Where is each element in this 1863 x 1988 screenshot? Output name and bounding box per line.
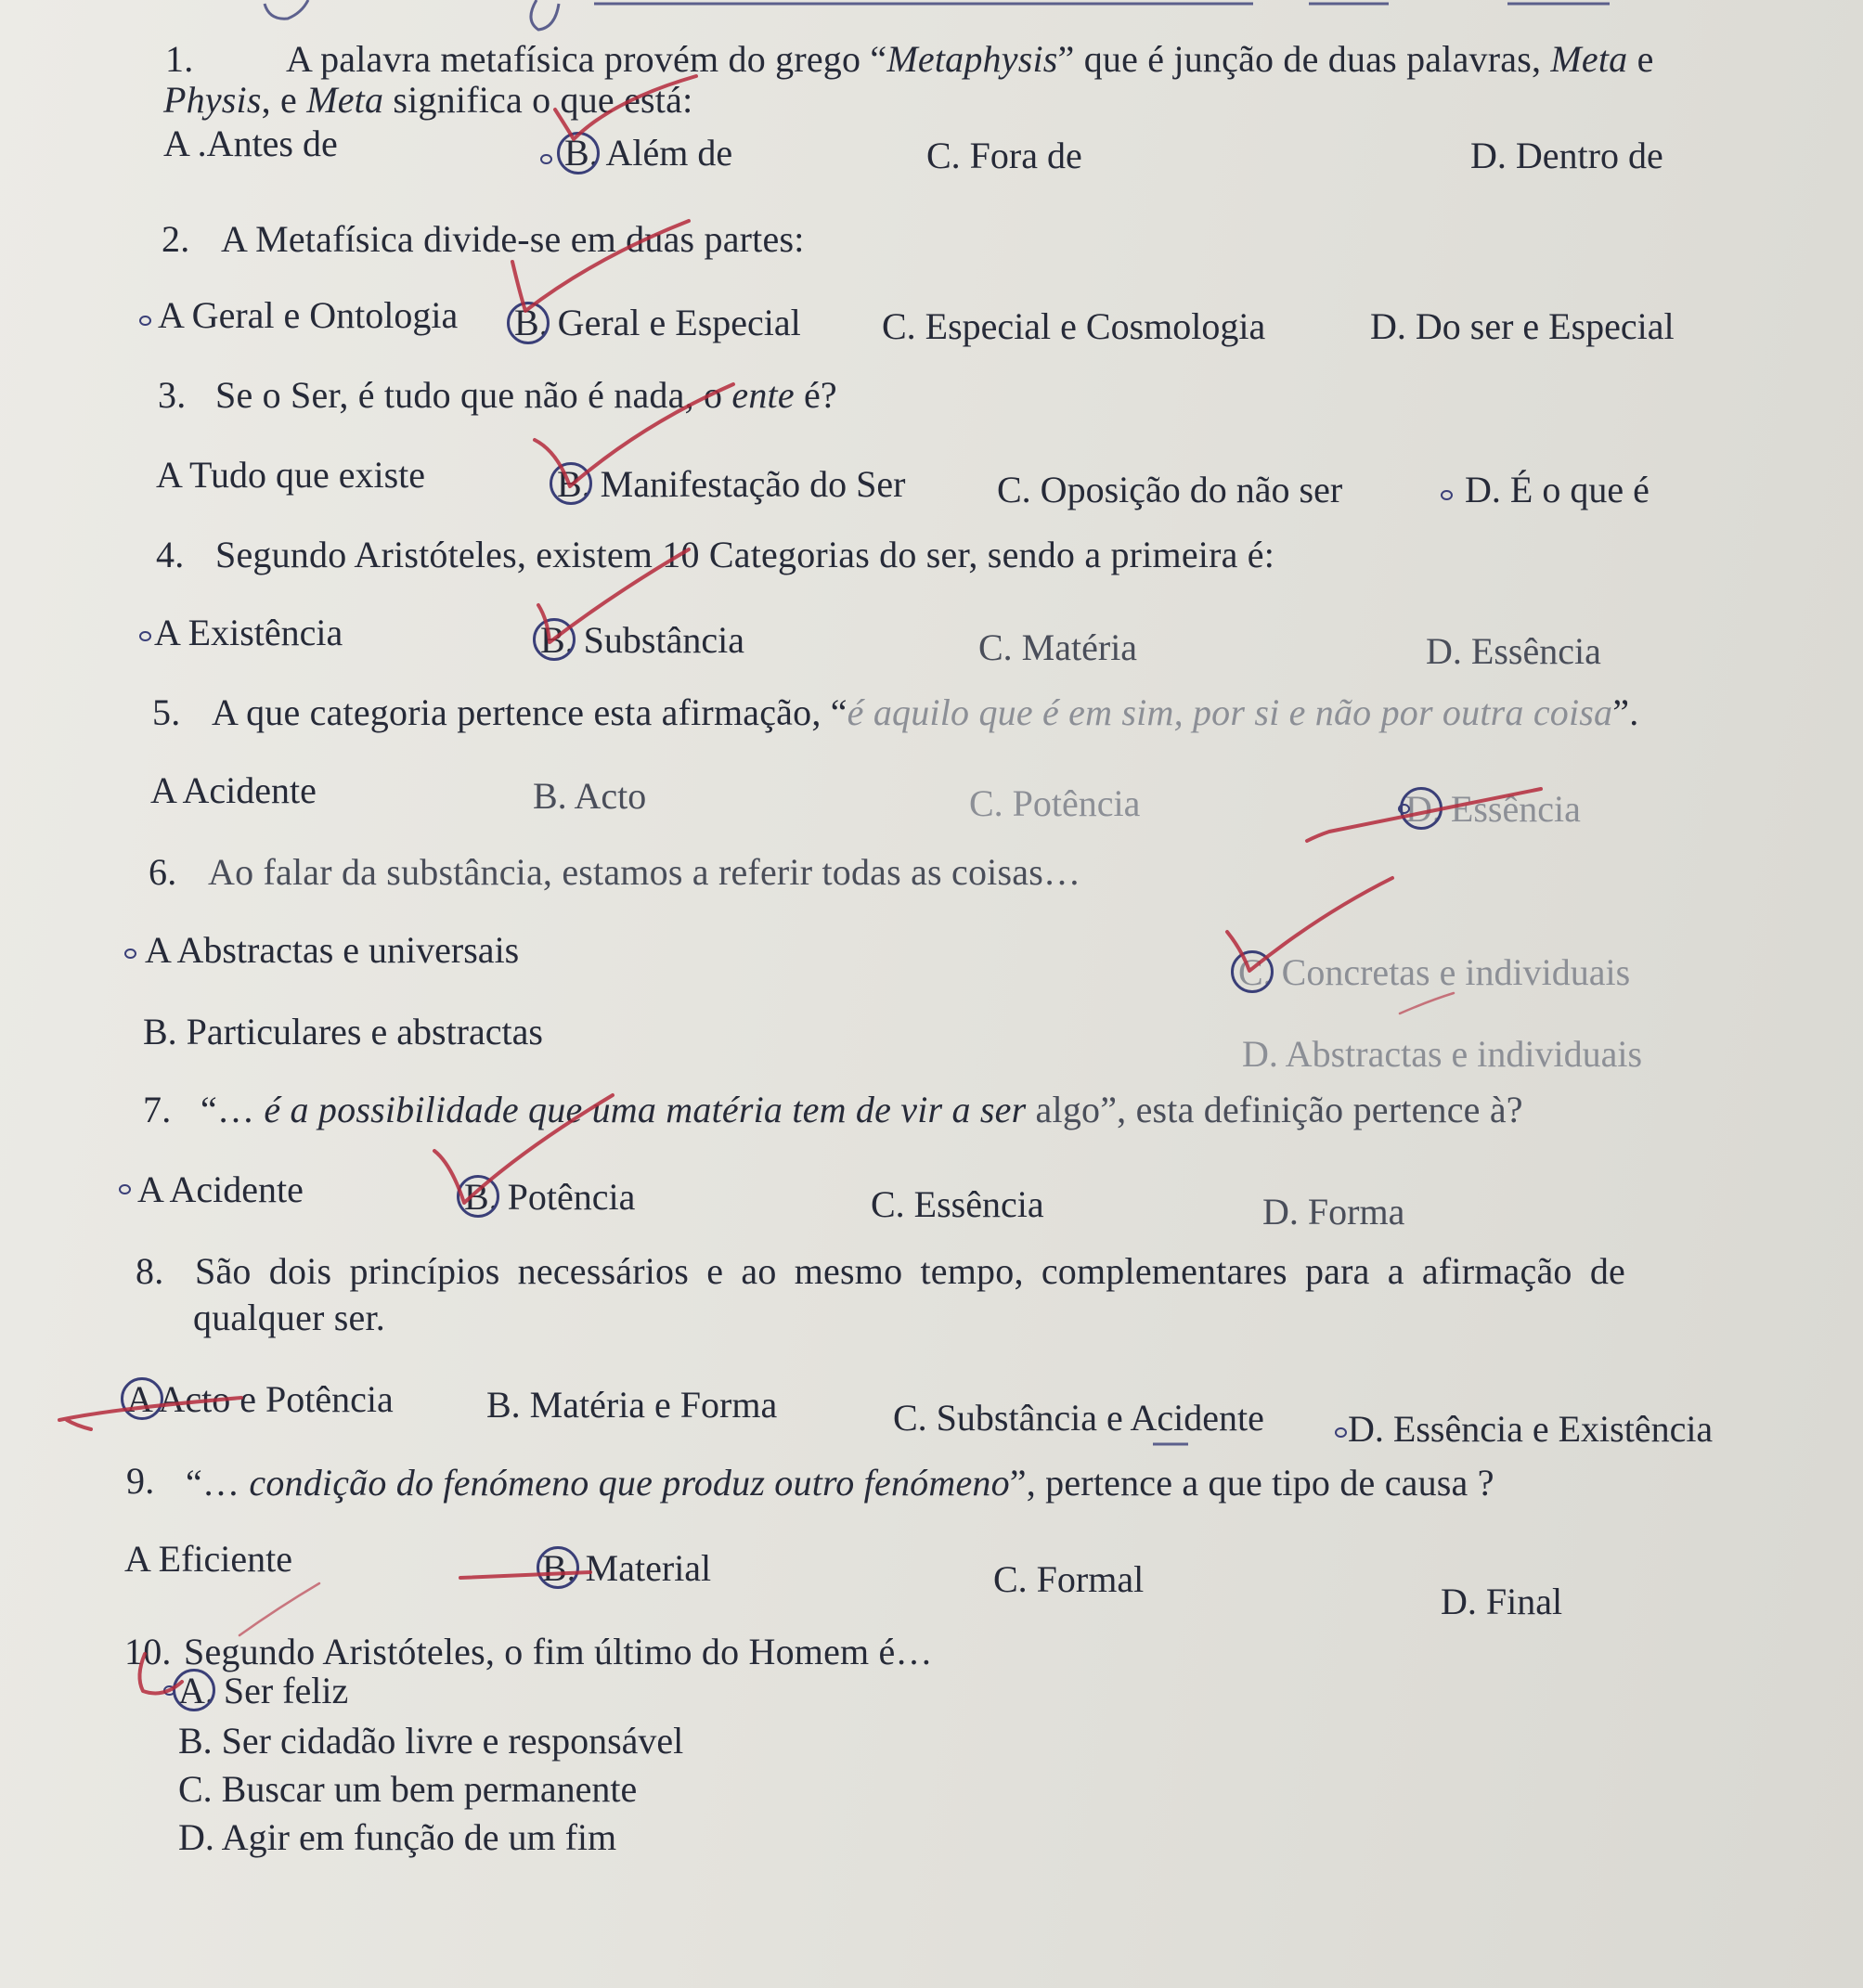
question-3-number: 3. [158,374,187,416]
question-6-option-c[interactable]: C. Concretas e individuais [1238,951,1631,993]
question-1-option-a[interactable]: A .Antes de [163,123,338,164]
question-5-stem: A que categoria pertence esta afirmação, “é aquilo que é em sim, por si e não por outra coisa”. [212,691,1639,733]
check-mark-q1 [555,76,696,139]
question-3-option-b[interactable]: B. Manifestação do Ser [557,463,906,505]
question-1-number: 1. [165,38,194,80]
question-9-number: 9. [126,1460,155,1502]
question-2-number: 2. [162,218,190,260]
question-10-number: 10. [124,1631,172,1672]
question-4-option-b[interactable]: B. Substância [540,619,744,661]
question-10-option-c[interactable]: C. Buscar um bem permanente [178,1768,638,1810]
strike-mark-q8 [59,1398,241,1429]
question-8-stem-line1: São dois princípios necessários e ao mesmo tempo, complementares para a afirmação de [195,1250,1625,1292]
question-10-stem: Segundo Aristóteles, o fim último do Homem é… [184,1631,933,1672]
question-2-stem: A Metafísica divide-se em duas partes: [221,218,805,260]
question-8-stem-line2: qualquer ser. [193,1297,385,1338]
question-5-option-b[interactable]: B. Acto [533,775,647,817]
question-8-option-b[interactable]: B. Matéria e Forma [486,1384,778,1426]
question-1-stem-line1: A palavra metafísica provém do grego “Metaphysis” que é junção de duas palavras, Meta e [286,38,1654,80]
question-6-option-d[interactable]: D. Abstractas e individuais [1242,1033,1643,1075]
question-5-option-d[interactable]: D. Essência [1405,788,1581,830]
check-mark-q4 [538,549,689,642]
check-mark-q6 [1227,878,1392,971]
check-mark-q3 [535,384,733,486]
question-5-option-a[interactable]: A Acidente [150,769,317,811]
top-scribble-mark [531,0,559,30]
check-mark-q2 [512,221,689,311]
question-2-option-d[interactable]: D. Do ser e Especial [1370,305,1675,347]
check-mark-q10-upper [239,1583,319,1635]
question-2-option-b[interactable]: B. Geral e Especial [514,302,801,343]
strike-mark-q5 [1307,789,1541,841]
question-1-option-b[interactable]: B. Além de [564,132,733,174]
question-4-option-d[interactable]: D. Essência [1426,630,1601,672]
question-8-option-c[interactable]: C. Substância e Acidente [893,1397,1264,1439]
question-10-option-a[interactable]: A. Ser feliz [178,1670,349,1711]
question-9-stem: “… condição do fenómeno que produz outro fenómeno”, pertence a que tipo de causa ? [186,1462,1494,1504]
question-2-option-c[interactable]: C. Especial e Cosmologia [882,305,1266,347]
question-3-option-a[interactable]: A Tudo que existe [156,454,426,496]
underline-mark-q6 [1400,993,1454,1013]
question-2-option-a[interactable]: A Geral e Ontologia [158,294,459,336]
question-3-option-c[interactable]: C. Oposição do não ser [997,469,1343,510]
question-7-option-d[interactable]: D. Forma [1262,1191,1405,1233]
top-scribble-mark [265,0,308,19]
question-10-option-b[interactable]: B. Ser cidadão livre e responsável [178,1720,684,1762]
question-8-number: 8. [136,1250,164,1292]
question-7-option-b[interactable]: B. Potência [464,1176,636,1218]
question-4-option-c[interactable]: C. Matéria [978,626,1138,668]
question-10-option-d[interactable]: D. Agir em função de um fim [178,1816,617,1858]
question-1-option-c[interactable]: C. Fora de [926,135,1082,176]
question-4-stem: Segundo Aristóteles, existem 10 Categorias do ser, sendo a primeira é: [215,534,1275,575]
question-6-number: 6. [149,851,177,893]
question-9-option-c[interactable]: C. Formal [993,1558,1145,1600]
question-9-option-d[interactable]: D. Final [1441,1581,1563,1622]
question-3-stem: Se o Ser, é tudo que não é nada, o ente é? [215,374,837,416]
question-6-option-a[interactable]: A Abstractas e universais [145,929,520,971]
question-7-stem: “… é a possibilidade que uma matéria tem de vir a ser algo”, esta definição pertence à? [201,1089,1523,1130]
question-9-option-b[interactable]: B. Material [542,1547,712,1589]
question-8-option-d[interactable]: D. Essência e Existência [1348,1408,1714,1450]
question-5-option-c[interactable]: C. Potência [969,782,1141,824]
question-7-option-a[interactable]: A Acidente [137,1168,304,1210]
strike-mark-q9 [460,1572,590,1578]
question-4-option-a[interactable]: A Existência [154,612,343,653]
question-3-option-d[interactable]: D. É o que é [1465,469,1650,510]
check-mark-q10 [139,1654,182,1693]
check-mark-q7 [434,1095,613,1203]
question-1-option-d[interactable]: D. Dentro de [1470,135,1663,176]
question-9-option-a[interactable]: A Eficiente [124,1538,293,1580]
question-7-number: 7. [143,1089,172,1130]
question-6-option-b[interactable]: B. Particulares e abstractas [143,1011,543,1052]
question-8-option-a[interactable]: A Acto e Potência [126,1378,394,1420]
question-7-option-c[interactable]: C. Essência [871,1183,1044,1225]
question-5-number: 5. [152,691,181,733]
question-4-number: 4. [156,534,185,575]
question-1-stem-line2: Physis, e Meta significa o que está: [163,79,693,121]
question-6-stem: Ao falar da substância, estamos a referir todas as coisas… [208,851,1081,893]
